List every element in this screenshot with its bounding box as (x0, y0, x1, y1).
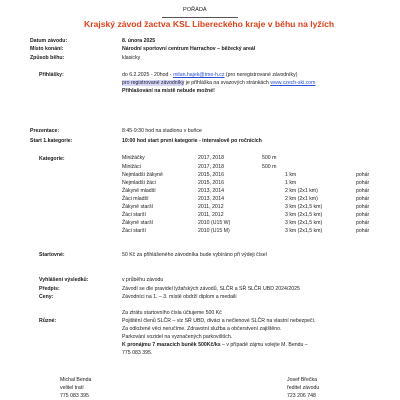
prihlasky-email-link[interactable]: milan.hajek@tme-h.cz (173, 72, 225, 78)
note-line: Za odložené věci neručíme. Zdravotní služba a občerstvení zajištěno. (122, 326, 282, 332)
startovne-value: 50 Kč za přihlášeného závodníka bude vybíráno při výdeji čísel (122, 252, 267, 258)
start-label: Start 1.kategorie: (30, 138, 73, 144)
predpis-value: Závodí se dle pravidel lyžařských závodů, SLČR a SŘ SLČR UBD 2024/2025 (122, 286, 300, 292)
category-years: 2010 (U15 W) (198, 220, 231, 226)
category-name: Žáci starší (122, 228, 146, 234)
prihlasky-registered: pro registrované závodníky (122, 80, 185, 86)
prihlasky-line1 (122, 72, 297, 78)
category-prize: pohár (356, 220, 370, 226)
misto-value: Národní sportovní centrum Harrachov – běžecký areál (122, 46, 256, 52)
category-years: 2013, 2014 (198, 196, 224, 202)
category-years: 2013, 2014 (198, 188, 224, 194)
category-name: Nejmladší žáci (122, 180, 156, 186)
ceny-value: Závodníci na 1. – 3. místě obdrží diplom a medaili (122, 294, 237, 300)
predpis-label: Předpis: (39, 286, 60, 292)
signature-left-phone: 775 083 395 (60, 393, 89, 399)
category-distance: 1 km (285, 180, 297, 186)
category-distance: 3 km (2x1,5 km) (285, 212, 323, 218)
ruzne-label: Různé: (39, 318, 57, 324)
category-distance: 2 km (2x1 km) (285, 188, 318, 194)
note-line: Za ztrátu startovního čísla účtujeme 500 Kč (122, 310, 222, 316)
category-years: 2011, 2012 (198, 204, 224, 210)
category-prize: pohár (356, 212, 370, 218)
category-name: Žákyně starší (122, 204, 154, 210)
zpusob-label: Způsob běhu: (30, 55, 65, 61)
vyhlaseni-value: v průběhu závodu (122, 277, 164, 283)
category-distance: 500 m (262, 164, 277, 170)
signature-right-phone: 723 206 748 (287, 393, 316, 399)
category-name: Minižáčky (122, 155, 145, 161)
note-line (122, 342, 308, 348)
category-name: Žáci mladší (122, 196, 149, 202)
prihlasky-line2 (122, 80, 316, 86)
category-years: 2017, 2018 (198, 155, 224, 161)
datum-label: Datum závodu: (30, 38, 68, 44)
prihlasky-deadline: do 6.2.2025 - 20hod - (122, 72, 174, 78)
category-distance: 3 km (2x1,5 km) (285, 204, 323, 210)
prihlasky-label: Přihlášky: (39, 72, 64, 78)
category-years: 2017, 2018 (198, 164, 224, 170)
organizer-underline (162, 17, 238, 18)
prihlasky-warning: Přihlašování na místě nebude možné! (122, 88, 215, 94)
category-prize: pohár (356, 188, 370, 194)
signature-right-name: Josef Břečka (287, 377, 317, 383)
category-prize: pohár (356, 180, 370, 186)
misto-label: Místo konání: (30, 46, 64, 52)
category-years: 2010 (U15 M) (198, 228, 230, 234)
category-distance: 3 km (2x1,5 km) (285, 220, 323, 226)
signature-left-role: velitel tratí (60, 385, 84, 391)
ceny-label: Ceny: (39, 294, 54, 300)
start-value: 10:00 hod start první kategorie - intervalově po ročnících (122, 138, 262, 144)
prihlasky-svaz-text: je přihláška na svazových stránkách (184, 80, 271, 86)
category-years: 2015, 2016 (198, 172, 224, 178)
category-years: 2015, 2016 (198, 180, 224, 186)
prihlasky-url-link[interactable]: www.czech-ski.com (270, 80, 316, 86)
note-rental-bold: K pronájmu 7 mazacích buněk 500Kč/ks (122, 342, 221, 348)
vyhlaseni-label: Vyhlášení výsledků: (39, 277, 89, 283)
document-title: Krajský závod žactva KSL Libereckého kraje v běhu na lyžích (84, 19, 335, 29)
prezentace-label: Prezentace: (30, 128, 60, 134)
organizer-label: POŘÁDÁ (183, 7, 207, 13)
category-name: Minižáci (122, 164, 141, 170)
zpusob-value: klasicky (122, 55, 141, 61)
category-prize: pohár (356, 196, 370, 202)
note-line: Parkování vozidel na vyznačených parkovištích. (122, 334, 233, 340)
datum-value: 8. února 2025 (122, 38, 156, 44)
category-prize: pohár (356, 228, 370, 234)
category-name: Žákyně starší (122, 220, 154, 226)
category-distance: 3 km (2x1,5 km) (285, 228, 323, 234)
startovne-label: Startovné: (39, 252, 65, 258)
category-prize: pohár (356, 172, 370, 178)
note-line: 775 083 395. (122, 350, 153, 356)
prezentace-value: 8:45-9:30 hod na stadionu v buňce (122, 128, 202, 134)
note-line: Pojištění členů SLČR – viz SŘ UBD, diváci a nečlenové SLČR na vlastní nebezpečí. (122, 318, 316, 324)
category-name: Nejmladší žákyně (122, 172, 163, 178)
category-distance: 2 km (2x1 km) (285, 196, 318, 202)
prihlasky-note: (pro neregistrované závodníky) (224, 72, 298, 78)
category-distance: 500 m (262, 155, 277, 161)
category-years: 2011, 2012 (198, 212, 224, 218)
note-rental-rest: – v případě zájmu volejte M. Bendu – (220, 342, 308, 348)
signature-left-name: Michal Benda (60, 377, 92, 383)
category-prize: pohár (356, 204, 370, 210)
signature-right-role: ředitel závodu (287, 385, 320, 391)
kategorie-label: Kategorie: (39, 156, 65, 162)
category-name: Žákyně mladší (122, 188, 156, 194)
category-name: Žáci starší (122, 212, 146, 218)
category-distance: 1 km (285, 172, 297, 178)
